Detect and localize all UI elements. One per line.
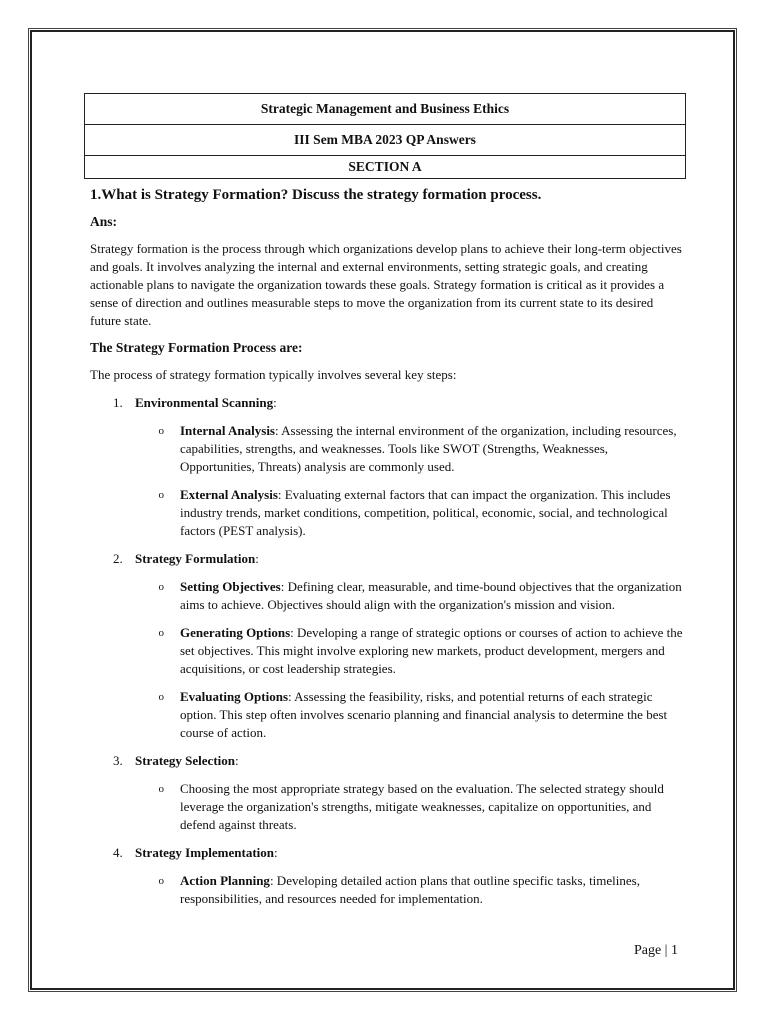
sub-list <box>90 422 686 540</box>
page-number: Page | 1 <box>633 943 678 958</box>
sub-item-term: External Analysis <box>180 487 278 502</box>
doc-subtitle: III Sem MBA 2023 QP Answers <box>85 125 686 156</box>
circle-bullet-icon: o <box>158 627 164 639</box>
sub-item-text: : Developing a range of strategic options or courses of action to achieve the set objectives. This might involve exploring new markets, product development, mergers and acquisitions, or cost leadership strategies. <box>180 625 683 676</box>
sub-item-text: : Assessing the feasibility, risks, and potential returns of each strategic option. This step often involves scenario planning and financial analysis to determine the best course of action. <box>180 689 668 740</box>
circle-bullet-icon: o <box>158 691 164 703</box>
sub-list <box>90 578 686 742</box>
document-body <box>90 93 686 918</box>
sub-list-item <box>90 486 686 540</box>
step-title <box>90 550 686 568</box>
sub-list-item <box>90 872 686 908</box>
sub-item-term: Setting Objectives <box>180 579 281 594</box>
step-item <box>90 550 686 742</box>
circle-bullet-icon: o <box>158 581 164 593</box>
step-title <box>90 394 686 412</box>
answer-label: Ans: <box>90 214 118 229</box>
sub-list-item <box>90 578 686 614</box>
sub-item-text: : Defining clear, measurable, and time-bound objectives that the organization aims to achieve. Objectives should align with the organization's mission and vision. <box>180 579 682 612</box>
step-label: Strategy Selection <box>135 753 236 768</box>
step-number: 2. <box>113 551 123 566</box>
circle-bullet-icon: o <box>158 489 164 501</box>
step-label: Environmental Scanning <box>135 395 274 410</box>
steps-list <box>90 394 686 908</box>
step-title <box>90 752 686 770</box>
sub-item-text: : Evaluating external factors that can impact the organization. This includes industry trends, market conditions, competition, political, economic, social, and technological factors (PEST analysis). <box>180 487 671 538</box>
sub-item-term: Internal Analysis <box>180 423 275 438</box>
doc-title: Strategic Management and Business Ethics <box>85 94 686 125</box>
step-item <box>90 394 686 540</box>
header-table <box>84 93 686 179</box>
step-label-suffix: : <box>255 551 259 566</box>
step-label-suffix: : <box>235 753 239 768</box>
sub-item-text: Choosing the most appropriate strategy based on the evaluation. The selected strategy should leverage the organization's strengths, mitigate weaknesses, capitalize on opportunities, and defend against threats. <box>180 781 664 832</box>
step-label: Strategy Implementation <box>135 845 275 860</box>
sub-list-item <box>90 688 686 742</box>
circle-bullet-icon: o <box>158 875 164 887</box>
sub-list-item <box>90 422 686 476</box>
sub-list-item <box>90 780 686 834</box>
sub-item-term: Generating Options <box>180 625 291 640</box>
sub-item-term: Evaluating Options <box>180 689 289 704</box>
circle-bullet-icon: o <box>158 783 164 795</box>
step-number: 4. <box>113 845 123 860</box>
step-label-suffix: : <box>274 845 278 860</box>
step-item <box>90 844 686 908</box>
section-label: SECTION A <box>85 156 686 179</box>
step-label: Strategy Formulation <box>135 551 256 566</box>
sub-item-text: : Developing detailed action plans that outline specific tasks, timelines, responsibilities, and resources needed for implementation. <box>180 873 640 906</box>
step-number: 3. <box>113 753 123 768</box>
step-label-suffix: : <box>273 395 277 410</box>
sub-list <box>90 872 686 908</box>
process-heading: The Strategy Formation Process are: <box>90 340 303 355</box>
intro-paragraph: Strategy formation is the process through which organizations develop plans to achieve their long-term objectives and goals. It involves analyzing the internal and external environments, setting strategic goals, and creating actionable plans to navigate the organization towards these goals. Strategy formation is critical as it provides a sense of direction and outlines measurable steps to move the organization from its current state to its desired future state. <box>90 241 682 328</box>
circle-bullet-icon: o <box>158 425 164 437</box>
step-number: 1. <box>113 395 123 410</box>
question-heading: 1.What is Strategy Formation? Discuss the strategy formation process. <box>90 187 542 203</box>
sub-item-text: : Assessing the internal environment of the organization, including resources, capabilities, strengths, and weaknesses. Tools like SWOT (Strengths, Weaknesses, Opportunities, Threats) analysis are commonly used. <box>180 423 677 474</box>
sub-list <box>90 780 686 834</box>
step-title <box>90 844 686 862</box>
sub-item-term: Action Planning <box>180 873 270 888</box>
step-item <box>90 752 686 834</box>
process-intro: The process of strategy formation typically involves several key steps: <box>90 367 457 382</box>
sub-list-item <box>90 624 686 678</box>
